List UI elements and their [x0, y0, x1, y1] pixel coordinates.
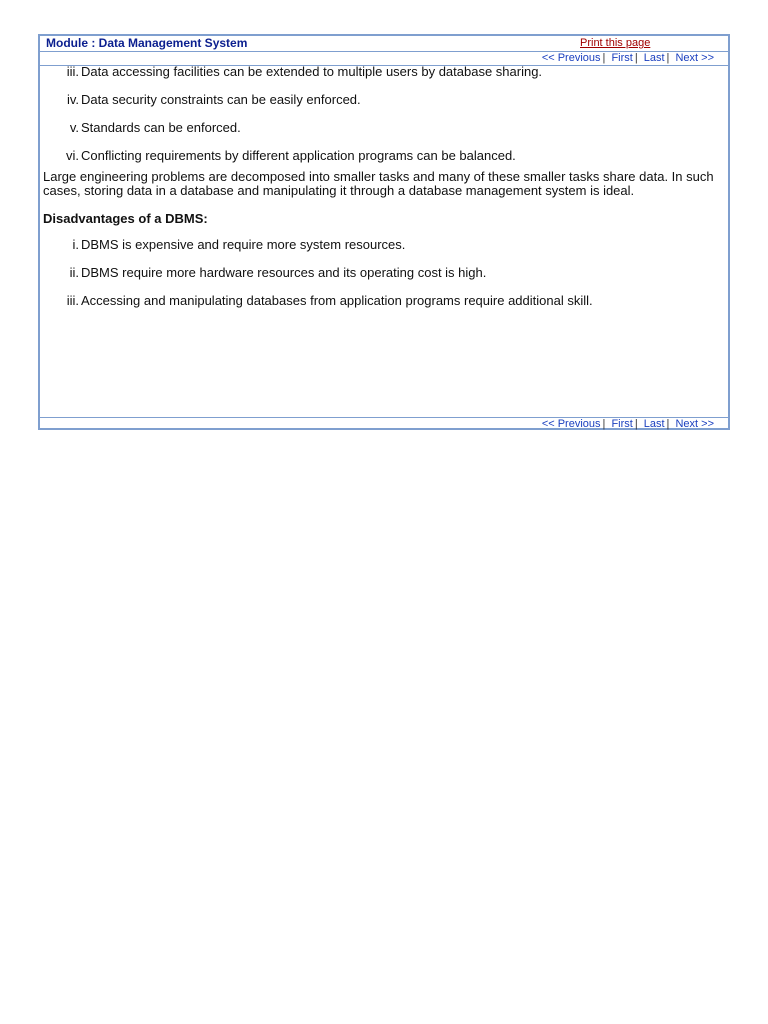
disadvantages-heading: Disadvantages of a DBMS:	[43, 211, 208, 226]
next-link[interactable]: Next >>	[675, 418, 714, 430]
nav-links-bottom	[542, 418, 714, 431]
advantages-list	[43, 65, 729, 163]
list-number: i.	[72, 237, 79, 252]
list-number: ii.	[69, 265, 79, 280]
list-number: vi.	[66, 148, 79, 163]
module-title: Module : Data Management System	[46, 36, 248, 50]
list-item	[43, 266, 729, 280]
list-text: Data accessing facilities can be extended to multiple users by database sharing.	[81, 64, 543, 79]
list-text: DBMS is expensive and require more system resources.	[81, 237, 406, 252]
list-item	[43, 65, 729, 79]
list-number: v.	[69, 120, 79, 135]
nav-separator: |	[634, 52, 638, 64]
nav-separator: |	[666, 52, 670, 64]
nav-separator: |	[666, 418, 670, 430]
list-item	[43, 93, 729, 107]
list-number: iii.	[66, 64, 79, 79]
previous-link[interactable]: << Previous	[541, 52, 601, 64]
list-number: iii.	[66, 293, 79, 308]
list-text: Standards can be enforced.	[81, 120, 241, 135]
body-paragraph: Large engineering problems are decomposed into smaller tasks and many of these smaller tasks share data. In such cases, storing data in a database and manipulating it through a database management system is ideal.	[43, 169, 714, 198]
last-link[interactable]: Last	[643, 52, 665, 64]
content-frame	[38, 34, 730, 430]
list-item	[43, 238, 729, 252]
disadvantages-list	[43, 238, 729, 308]
list-item	[43, 121, 729, 135]
main-content	[43, 65, 729, 322]
nav-separator: |	[602, 52, 606, 64]
list-text: Data security constraints can be easily enforced.	[81, 92, 361, 107]
list-number: iv.	[66, 92, 79, 107]
list-text: Conflicting requirements by different application programs can be balanced.	[81, 148, 516, 163]
print-page-link[interactable]: Print this page	[580, 37, 651, 49]
first-link[interactable]: First	[611, 418, 633, 430]
previous-link[interactable]: << Previous	[541, 418, 601, 430]
header-row	[40, 36, 728, 52]
last-link[interactable]: Last	[643, 418, 665, 430]
list-text: Accessing and manipulating databases from application programs require additional skill.	[81, 293, 593, 308]
nav-separator: |	[602, 418, 606, 430]
list-text: DBMS require more hardware resources and its operating cost is high.	[81, 265, 487, 280]
nav-separator: |	[634, 418, 638, 430]
bottom-navigation	[40, 417, 728, 430]
list-item	[43, 149, 729, 163]
next-link[interactable]: Next >>	[675, 52, 714, 64]
list-item	[43, 294, 729, 308]
first-link[interactable]: First	[611, 52, 633, 64]
nav-links-top	[542, 52, 714, 65]
